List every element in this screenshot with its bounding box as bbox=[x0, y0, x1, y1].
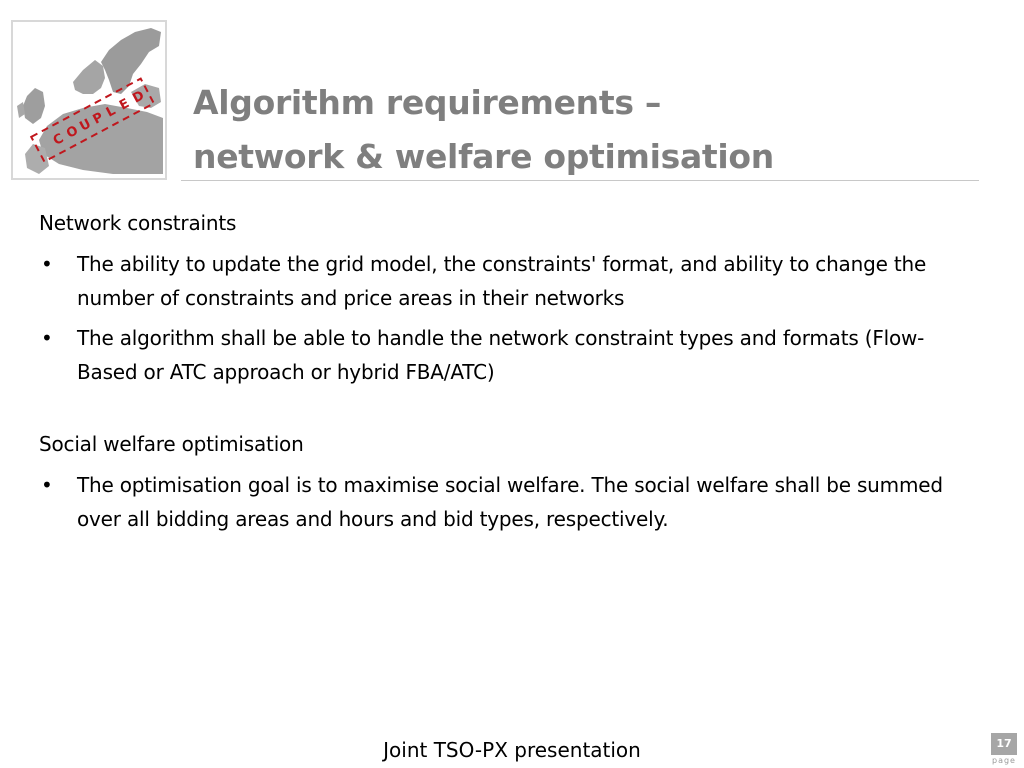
bullet-list bbox=[39, 247, 979, 389]
footer-text: Joint TSO-PX presentation bbox=[383, 738, 641, 762]
bullet-item bbox=[39, 247, 979, 315]
title-line-1: Algorithm requirements – bbox=[193, 83, 662, 122]
stamp-letter: O bbox=[64, 123, 81, 142]
bullet-icon: • bbox=[41, 473, 53, 497]
page-title bbox=[193, 76, 774, 184]
page-number-badge bbox=[991, 733, 1017, 767]
bullet-icon: • bbox=[41, 252, 53, 276]
stamp-letter: C bbox=[50, 130, 67, 149]
stamp-letter: E bbox=[117, 96, 132, 114]
bullet-list bbox=[39, 468, 979, 536]
title-line-2: network & welfare optimisation bbox=[193, 137, 774, 176]
stamp-letter: U bbox=[77, 116, 94, 135]
section-heading: Network constraints bbox=[39, 211, 237, 235]
page-label: page bbox=[992, 756, 1016, 765]
bullet-text: The algorithm shall be able to handle the network constraint types and formats (Flow-Based or ATC approach or hybrid FBA/ATC) bbox=[77, 326, 925, 384]
title-divider bbox=[181, 180, 979, 181]
stamp-letter: L bbox=[103, 103, 119, 121]
section-social-welfare bbox=[39, 427, 979, 536]
page-number: 17 bbox=[991, 733, 1017, 755]
coupled-stamp bbox=[13, 22, 165, 178]
slide-body bbox=[39, 206, 979, 542]
section-network-constraints bbox=[39, 206, 979, 389]
coupled-logo bbox=[11, 20, 167, 180]
stamp-letter: D bbox=[130, 88, 147, 107]
stamp-letter: P bbox=[90, 109, 107, 128]
bullet-text: The optimisation goal is to maximise social welfare. The social welfare shall be summed over all bidding areas and hours and bid types, respectively. bbox=[77, 473, 943, 531]
bullet-item bbox=[39, 321, 979, 389]
bullet-text: The ability to update the grid model, the constraints' format, and ability to change the number of constraints and price areas in their networks bbox=[77, 252, 927, 310]
bullet-item bbox=[39, 468, 979, 536]
bullet-icon: • bbox=[41, 326, 53, 350]
section-heading: Social welfare optimisation bbox=[39, 432, 304, 456]
